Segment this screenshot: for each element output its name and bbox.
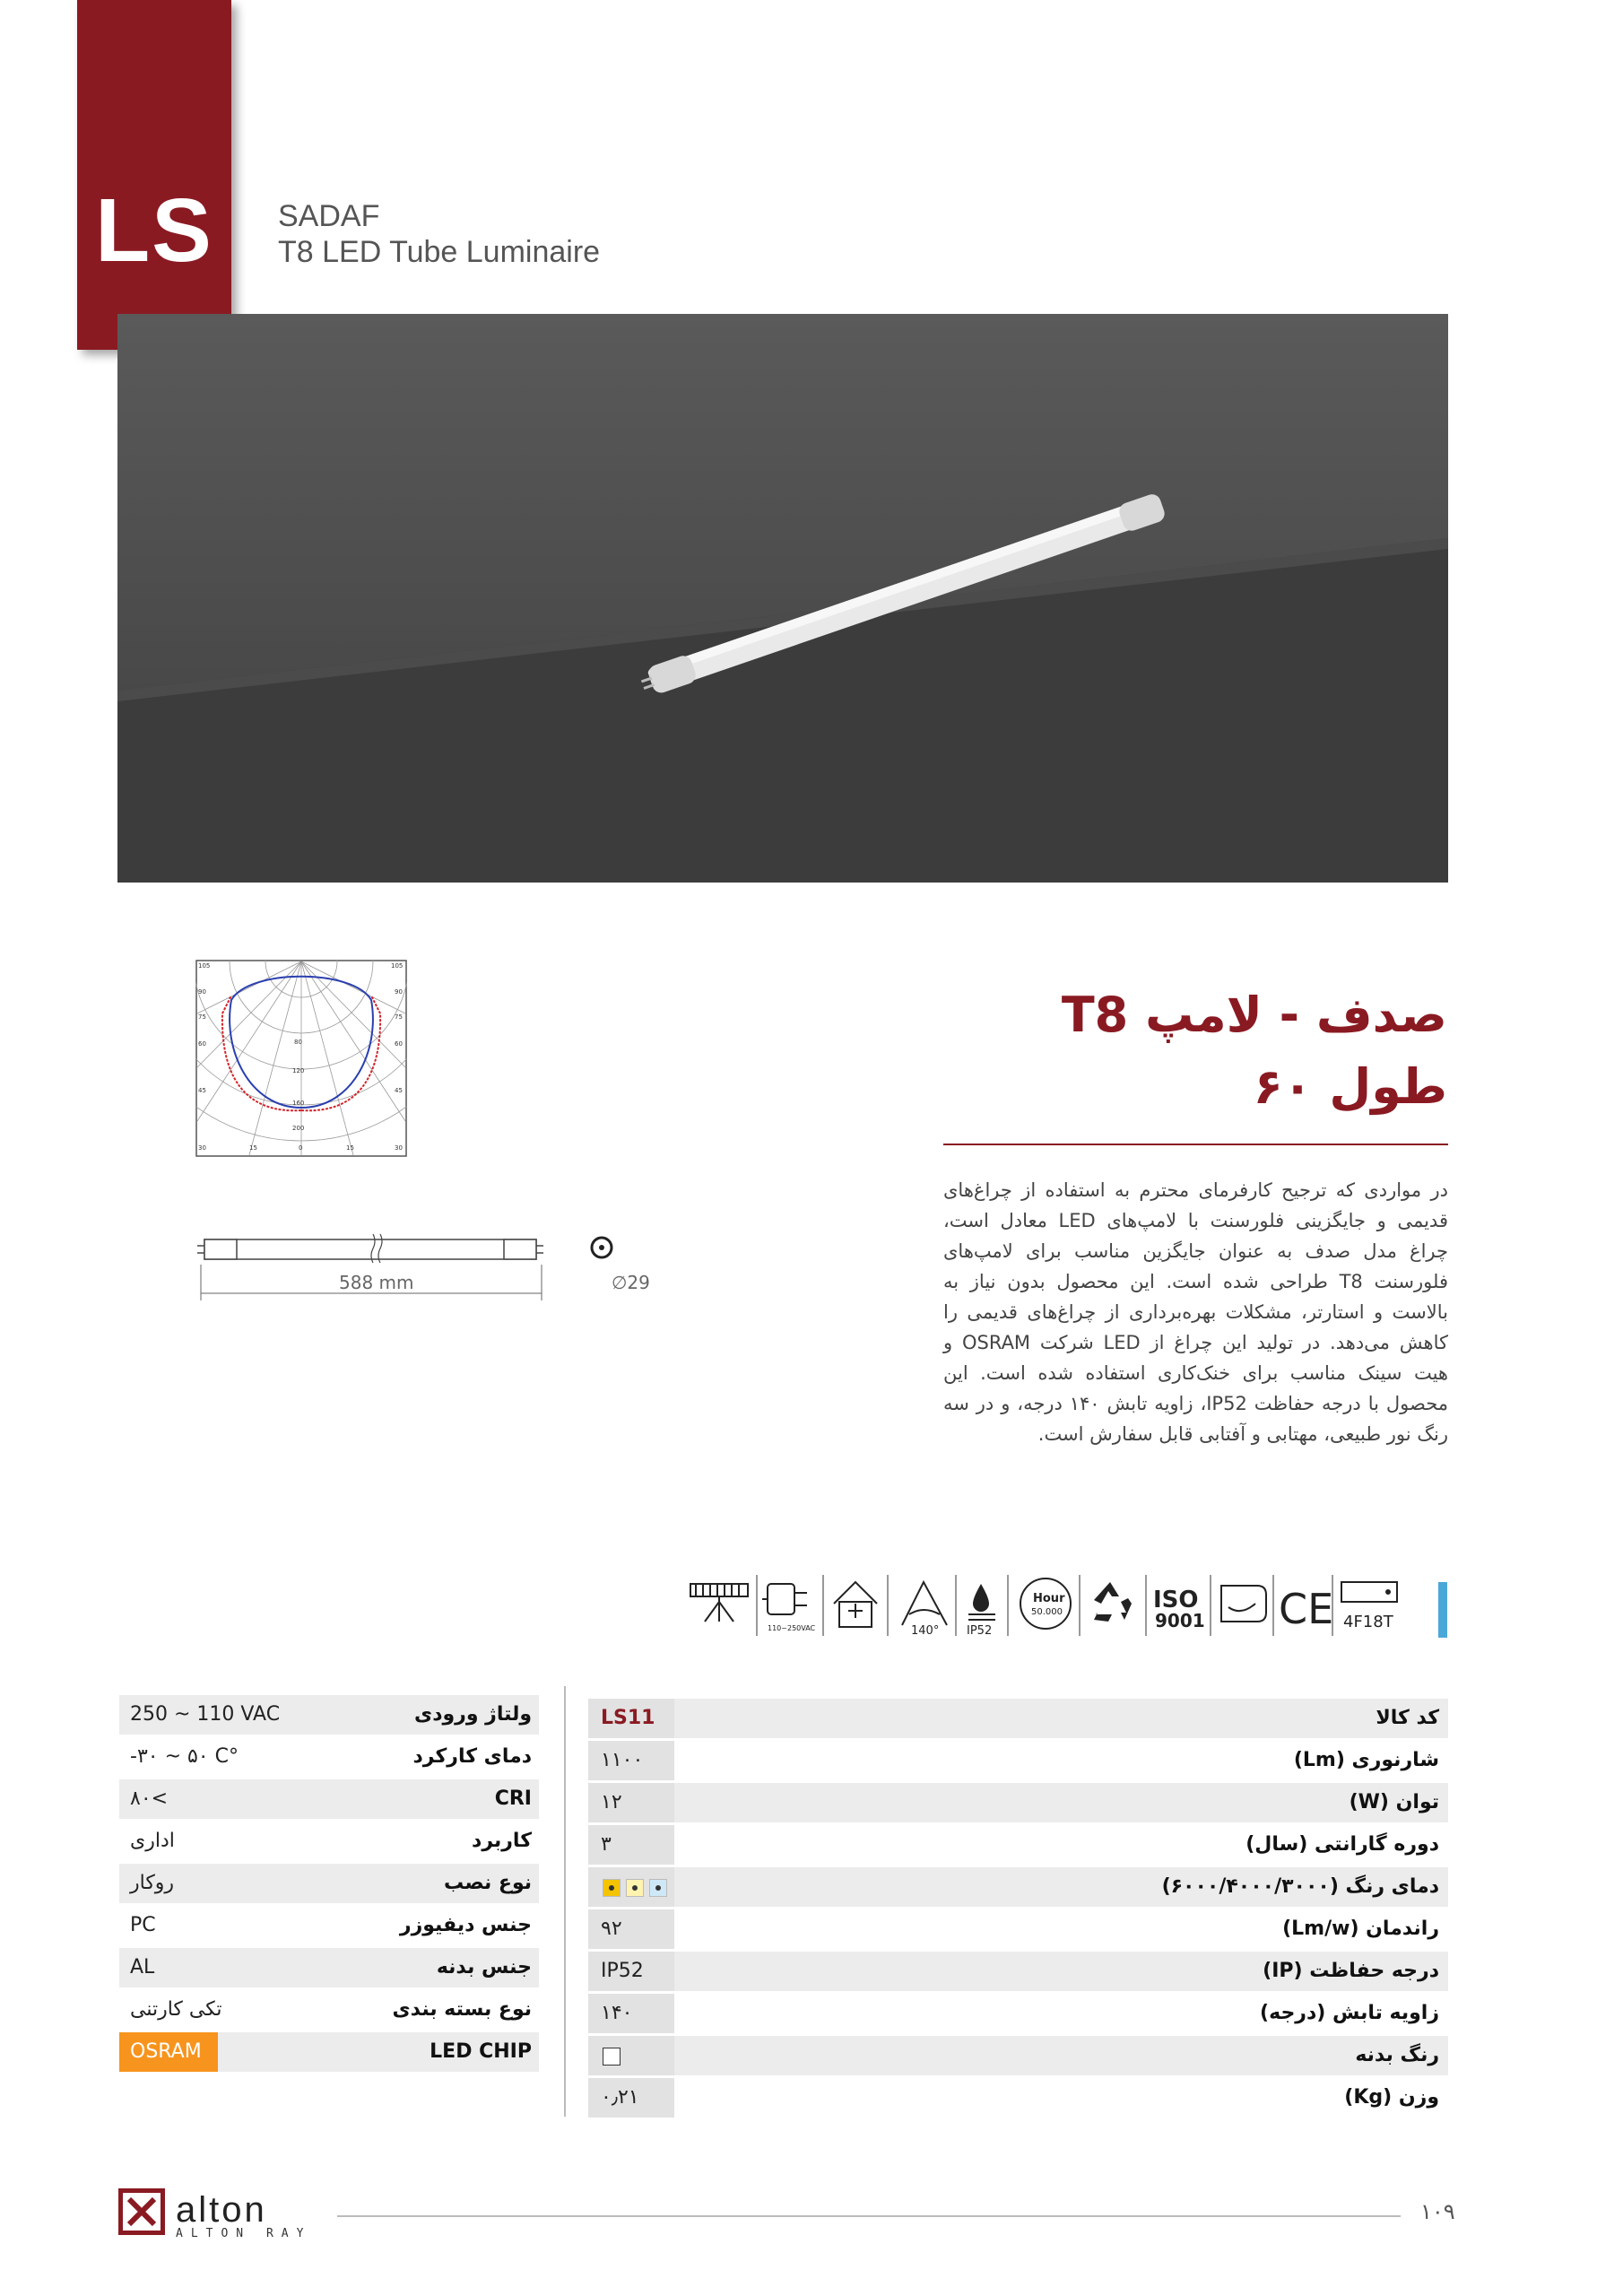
brand-logo: alton xyxy=(176,2190,267,2230)
polar-tick: 30 xyxy=(395,1144,403,1152)
iso-number: 9001 xyxy=(1155,1610,1205,1631)
ce-mark-icon: CE xyxy=(1279,1585,1334,1633)
spec-value: LS11 xyxy=(601,1707,655,1729)
spec-value: 250 ~ 110 VAC xyxy=(130,1703,281,1726)
product-family: T8 LED Tube Luminaire xyxy=(278,235,601,269)
length-dimension: 588 mm xyxy=(339,1272,414,1293)
polar-bottom-tick: 0 xyxy=(299,1144,303,1152)
spec-label: دوره گارانتی (سال) xyxy=(1245,1833,1439,1856)
polar-tick: 90 xyxy=(395,988,403,996)
spec-row xyxy=(588,1867,1448,1907)
spec-label: دمای رنگ (۶۰۰۰/۴۰۰۰/۳۰۰۰) xyxy=(1161,1875,1439,1898)
feature-icons-row xyxy=(685,1571,1449,1638)
polar-bottom-tick: 15 xyxy=(346,1144,354,1152)
spec-value: تکی کارتنی xyxy=(130,1998,222,2021)
polar-tick: 75 xyxy=(395,1013,403,1021)
spec-row xyxy=(588,2078,1448,2118)
spec-value: اداری xyxy=(130,1830,175,1852)
title-divider xyxy=(943,1144,1448,1145)
polar-bottom-tick: 15 xyxy=(249,1144,257,1152)
spec-value: AL xyxy=(130,1956,155,1979)
spec-value: ۱۲ xyxy=(601,1791,622,1813)
beam-angle-label: 140° xyxy=(911,1624,940,1638)
spec-value-cell xyxy=(588,1867,674,1907)
product-description: در مواردی که ترجیح کارفرمای محترم به استفاده از چراغ‌های قدیمی و جایگزینی فلورسنت با لامپ‌های LED معادل است، چراغ مدل صدف به عنوان جایگزین مناسب برای لامپ‌های فلورسنت T8 طراحی شده است. این محصول بدون نیاز به بالاست و استارتر، مشکلات بهره‌برداری از چراغ‌های قدیمی را کاهش می‌دهد. در تولید این چراغ از LED شرکت OSRAM و هیت سینک مناسب برای خنک‌کاری استفاده شده است. این محصول با درجه حفاظت IP52، زاویه تابش ۱۴۰ درجه، و در سه رنگ نور طبیعی، مهتابی و آفتابی قابل سفارش است. xyxy=(943,1179,1448,1445)
spec-row xyxy=(119,1737,539,1777)
beam-angle-icon xyxy=(902,1582,947,1625)
spec-value: ۱۴۰ xyxy=(601,2002,633,2024)
spec-row xyxy=(119,1695,539,1735)
spec-row xyxy=(588,1741,1448,1780)
polar-tick: 105 xyxy=(198,962,211,970)
series-code: LS xyxy=(95,180,213,281)
spec-value-cell xyxy=(588,2036,674,2075)
hour-word: Hour xyxy=(1033,1592,1065,1605)
accent-bar xyxy=(1438,1582,1447,1638)
spec-row xyxy=(588,1952,1448,1991)
plug-voltage-icon xyxy=(762,1584,807,1614)
spec-row xyxy=(119,2032,539,2072)
spec-label: ولتاژ ورودی xyxy=(414,1703,532,1726)
spec-label: نوع نصب xyxy=(444,1872,532,1894)
spec-value-cell xyxy=(588,1909,674,1949)
iso-icon: ISO xyxy=(1153,1587,1199,1613)
feature-icons xyxy=(685,1571,1449,1638)
polar-radial-tick: 200 xyxy=(292,1125,305,1132)
brand-logo-mark xyxy=(118,2188,165,2235)
polar-tick: 60 xyxy=(198,1040,206,1048)
end-view-icon xyxy=(588,1234,615,1261)
spec-value-cell xyxy=(588,2078,674,2118)
spec-value: ۹۲ xyxy=(601,1918,622,1940)
spec-row xyxy=(119,1822,539,1861)
tube-end-left xyxy=(204,1239,237,1259)
polar-tick: 60 xyxy=(395,1040,403,1048)
spec-value-cell xyxy=(588,1952,674,1991)
spec-row xyxy=(119,1990,539,2030)
spec-row xyxy=(588,1909,1448,1949)
polar-tick: 45 xyxy=(198,1087,206,1094)
spec-label: شارنوری (Lm) xyxy=(1293,1749,1439,1771)
spec-row xyxy=(588,2036,1448,2075)
spec-row xyxy=(588,1825,1448,1865)
table-divider xyxy=(564,1686,566,2117)
spec-value: ۱۱۰۰ xyxy=(601,1749,644,1771)
indoor-house-icon xyxy=(834,1582,877,1627)
product-photo xyxy=(117,314,1448,883)
polar-tick: 45 xyxy=(395,1087,403,1094)
tube-illustration xyxy=(117,314,1448,883)
spec-value: ۰٫۲۱ xyxy=(601,2086,639,2109)
page-number: ۱۰۹ xyxy=(1420,2199,1455,2224)
product-title: صدف - لامپ T8 xyxy=(1061,987,1447,1043)
footer-divider xyxy=(337,2215,1401,2217)
spec-label: نوع بسته بندی xyxy=(392,1998,532,2021)
tube-end-right xyxy=(504,1239,536,1259)
spec-label: LED CHIP xyxy=(430,2040,532,2063)
color-temp-swatch xyxy=(649,1879,667,1897)
spec-label: کد کالا xyxy=(1376,1707,1439,1729)
color-temp-swatch xyxy=(626,1879,644,1897)
polar-tick: 75 xyxy=(198,1013,206,1021)
spec-value-cell xyxy=(588,1825,674,1865)
brand-logo-subtitle: ALTON RAY xyxy=(176,2227,312,2240)
spec-label: رنگ بدنه xyxy=(1355,2044,1439,2066)
spec-value: PC xyxy=(130,1914,156,1936)
spec-row xyxy=(119,1779,539,1819)
spec-label: جنس بدنه xyxy=(436,1956,532,1979)
polar-chart xyxy=(195,960,407,1157)
spec-label: توان (W) xyxy=(1349,1791,1439,1813)
diameter-symbol: ∅ xyxy=(612,1272,628,1293)
spec-label: CRI xyxy=(494,1787,532,1810)
lamp-type-label: 4F18T xyxy=(1343,1613,1393,1631)
photo-floor xyxy=(117,538,1448,883)
polar-chart-svg xyxy=(195,960,407,1157)
spec-label: دمای کارکرد xyxy=(412,1745,532,1768)
polar-radial-tick: 160 xyxy=(292,1100,305,1107)
diameter-value: 29 xyxy=(627,1272,650,1293)
voltage-label: 110~250VAC xyxy=(768,1624,816,1632)
spec-value: ۸۰< xyxy=(130,1787,169,1810)
spec-label: وزن (Kg) xyxy=(1344,2086,1439,2109)
color-temp-swatch xyxy=(603,1879,621,1897)
spec-value: OSRAM xyxy=(130,2040,202,2063)
spec-row xyxy=(588,1699,1448,1738)
spec-value-cell xyxy=(588,1783,674,1822)
tube-outline xyxy=(204,1239,536,1259)
brand-name: SADAF xyxy=(278,199,380,233)
spec-value: ۳ xyxy=(601,1833,612,1856)
polar-tick: 90 xyxy=(198,988,206,996)
spec-label: درجه حفاظت (IP) xyxy=(1263,1960,1439,1982)
diameter-dimension xyxy=(612,1272,650,1293)
recycle-icon xyxy=(1094,1582,1132,1622)
spec-value: روکار xyxy=(130,1872,175,1894)
body-color-swatch xyxy=(603,2048,621,2066)
spec-value: -۳۰ ~ ۵۰ C° xyxy=(130,1745,239,1768)
polar-tick: 30 xyxy=(198,1144,206,1152)
standard-mark-icon xyxy=(1221,1586,1266,1622)
spec-label: جنس دیفیوزر xyxy=(399,1914,532,1936)
spec-value-cell xyxy=(588,1699,674,1738)
polar-tick: 105 xyxy=(391,962,404,970)
spec-row xyxy=(119,1864,539,1903)
spec-row xyxy=(588,1783,1448,1822)
ceiling-mount-icon xyxy=(690,1584,748,1622)
product-subtitle: طول ۶۰ xyxy=(1253,1058,1447,1115)
spec-row xyxy=(119,1948,539,1987)
spec-label: راندمان (Lm/w) xyxy=(1282,1918,1439,1940)
spec-row xyxy=(588,1994,1448,2033)
spec-value: IP52 xyxy=(601,1960,644,1982)
spec-value-cell xyxy=(588,1741,674,1780)
polar-radial-tick: 120 xyxy=(292,1067,305,1074)
spec-value-cell xyxy=(588,1994,674,2033)
hour-value: 50.000 xyxy=(1031,1607,1063,1617)
ip-label: IP52 xyxy=(967,1624,993,1638)
spec-label: زاویه تابش (درجه) xyxy=(1260,2002,1439,2024)
ip-rating-icon xyxy=(968,1586,995,1620)
series-tab xyxy=(77,0,231,350)
polar-radial-tick: 80 xyxy=(294,1039,302,1046)
spec-row xyxy=(119,1906,539,1945)
lamp-type-icon xyxy=(1341,1582,1397,1602)
spec-label: کاربرد xyxy=(472,1830,532,1852)
